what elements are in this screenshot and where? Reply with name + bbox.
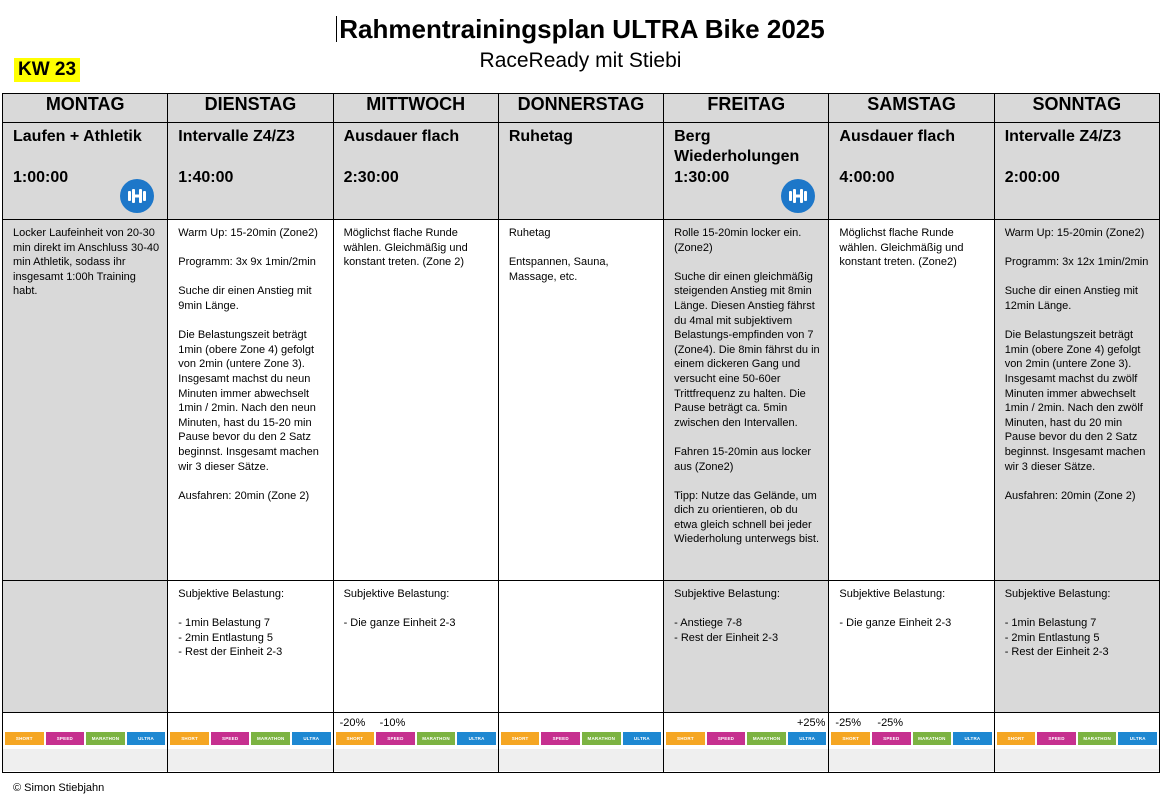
- percent-left: -25%: [835, 717, 862, 729]
- workout-cell-saturday: [829, 123, 994, 220]
- category-ultra: ULTRA: [953, 732, 992, 745]
- workout-name: Ausdauer flach: [343, 128, 460, 145]
- subjective-text: Subjektive Belastung: - 1min Belastung 7 - 2min Entlastung 5 - Rest der Einheit 2-3: [178, 588, 285, 659]
- dumbbell-icon: [781, 179, 815, 213]
- workout-cell-thursday: [498, 123, 663, 220]
- category-speed: SPEED: [872, 732, 911, 745]
- category-bars: [5, 732, 165, 745]
- workout-duration: 1:40:00: [178, 169, 234, 186]
- description-cell-tuesday: [168, 220, 333, 581]
- workout-cell-wednesday: [333, 123, 498, 220]
- day-header-monday: MONTAG: [3, 94, 168, 123]
- description-cell-thursday: [498, 220, 663, 581]
- day-header-thursday: DONNERSTAG: [498, 94, 663, 123]
- category-cell-thursday: [498, 713, 663, 773]
- percent-left: -20%: [339, 717, 366, 729]
- category-short: SHORT: [336, 732, 375, 745]
- category-ultra: ULTRA: [788, 732, 827, 745]
- page-subtitle: RaceReady mit Stiebi: [479, 49, 682, 72]
- category-ultra: ULTRA: [457, 732, 496, 745]
- workout-duration: 4:00:00: [839, 169, 895, 186]
- category-speed: SPEED: [376, 732, 415, 745]
- category-cell-sunday: [994, 713, 1159, 773]
- category-speed: SPEED: [707, 732, 746, 745]
- subjective-text: [3, 581, 167, 587]
- description-text: Ruhetag Entspannen, Sauna, Massage, etc.: [508, 227, 609, 283]
- week-badge: KW 23: [14, 58, 80, 82]
- description-cell-friday: [664, 220, 829, 581]
- category-marathon: MARATHON: [913, 732, 952, 745]
- description-text: Warm Up: 15-20min (Zone2) Programm: 3x 9x 1min/2min Suche dir einen Anstieg mit 9min Länge. Die Belastungszeit beträgt 1min (obere Zone 4) gefolgt von 2min (untere Zone 3). Insgesamt machst du neun Minuten immer abwechselt 1min / 2min. Nach den neun Minuten, hast du 15-20 min Pause bevor du den 2 Satz beginnst. Insgesamt machen wir 3 dieser Sätze. Ausfahren: 20min (Zone 2): [178, 227, 319, 502]
- category-cell-tuesday: [168, 713, 333, 773]
- category-marathon: MARATHON: [86, 732, 125, 745]
- workout-name: Intervalle Z4/Z3: [178, 128, 295, 145]
- day-header-wednesday: MITTWOCH: [333, 94, 498, 123]
- day-header-tuesday: DIENSTAG: [168, 94, 333, 123]
- category-marathon: MARATHON: [1078, 732, 1117, 745]
- subjective-cell-thursday: [498, 581, 663, 713]
- subjective-row: [3, 581, 1160, 713]
- description-cell-sunday: [994, 220, 1159, 581]
- category-speed: SPEED: [46, 732, 85, 745]
- workout-name: Intervalle Z4/Z3: [1004, 128, 1122, 145]
- subjective-text: [499, 581, 663, 587]
- workout-name: Laufen + Athletik: [13, 128, 142, 145]
- workout-name: Berg Wiederholungen: [674, 128, 800, 165]
- category-speed: SPEED: [1037, 732, 1076, 745]
- bottom-strip: [168, 749, 332, 771]
- description-cell-wednesday: [333, 220, 498, 581]
- category-cell-saturday: [829, 713, 994, 773]
- category-marathon: MARATHON: [251, 732, 290, 745]
- bottom-strip: [334, 749, 498, 771]
- workout-duration: 2:00:00: [1004, 169, 1060, 186]
- category-marathon: MARATHON: [417, 732, 456, 745]
- description-text: Rolle 15-20min locker ein. (Zone2) Suche dir einen gleichmäßig steigenden Anstieg mit 8min Länge. Diesen Anstieg fährst du 4mal mit subjektivem Belastungs-empfinden von 7 (Zone4). Die 8min fährst du in einem dickeren Gang und versucht eine 50-60er Trittfrequenz zu halten. Die Pause beträgt ca. 5min zwischen den Intervallen. Fahren 15-20min aus locker aus (Zone2) Tipp: Nutze das Gelände, um dich zu orientieren, ob du etwa gleich schnell bei jeder Wiederholung unterwegs bist.: [674, 227, 820, 546]
- percent-right: -10%: [379, 717, 406, 729]
- subjective-cell-saturday: [829, 581, 994, 713]
- copyright: © Simon Stiebjahn: [13, 782, 105, 794]
- percent-right: -25%: [877, 717, 904, 729]
- bottom-strip: [499, 749, 663, 771]
- category-short: SHORT: [170, 732, 209, 745]
- bottom-strip: [829, 749, 993, 771]
- category-bars: [831, 732, 991, 745]
- day-header-sunday: SONNTAG: [994, 94, 1159, 123]
- day-header-friday: FREITAG: [664, 94, 829, 123]
- category-speed: SPEED: [541, 732, 580, 745]
- category-short: SHORT: [501, 732, 540, 745]
- dumbbell-icon: [120, 179, 154, 213]
- subjective-text: Subjektive Belastung: - 1min Belastung 7 - 2min Entlastung 5 - Rest der Einheit 2-3: [1004, 588, 1111, 659]
- category-marathon: MARATHON: [747, 732, 786, 745]
- category-cell-friday: [664, 713, 829, 773]
- description-text: Möglichst flache Runde wählen. Gleichmäßig und konstant treten. (Zone2): [839, 227, 967, 269]
- text-cursor: [336, 16, 337, 42]
- workout-duration: 2:30:00: [343, 169, 399, 186]
- page-title: Rahmentrainingsplan ULTRA Bike 2025: [0, 14, 1161, 45]
- category-marathon: MARATHON: [582, 732, 621, 745]
- category-speed: SPEED: [211, 732, 250, 745]
- subjective-text: Subjektive Belastung: - Die ganze Einheit 2-3: [343, 588, 456, 630]
- workout-cell-sunday: [994, 123, 1159, 220]
- workout-duration: 1:30:00: [674, 169, 730, 186]
- category-cell-wednesday: [333, 713, 498, 773]
- category-short: SHORT: [666, 732, 705, 745]
- description-text: Locker Laufeinheit von 20-30 min direkt im Anschluss 30-40 min Athletik, sodass ihr insgesamt 1:00h Training habt.: [13, 227, 163, 298]
- bottom-strip: [995, 749, 1159, 771]
- category-short: SHORT: [997, 732, 1036, 745]
- day-header-row: [3, 94, 1160, 123]
- category-cell-monday: [3, 713, 168, 773]
- bottom-strip: [664, 749, 828, 771]
- subjective-text: Subjektive Belastung: - Anstiege 7-8 - Rest der Einheit 2-3: [674, 588, 780, 644]
- category-ultra: ULTRA: [127, 732, 166, 745]
- category-bars: [997, 732, 1157, 745]
- subjective-cell-wednesday: [333, 581, 498, 713]
- category-bars: [501, 732, 661, 745]
- workout-duration: 1:00:00: [13, 169, 69, 186]
- category-bars: [666, 732, 826, 745]
- description-text: Warm Up: 15-20min (Zone2) Programm: 3x 12x 1min/2min Suche dir einen Anstieg mit 12min Länge. Die Belastungszeit beträgt 1min (obere Zone 4) gefolgt von 2min (untere Zone 3). Insgesamt machst du zwölf Minuten immer abwechselt 1min / 2min. Nach den zwölf Minuten, hast du 20 min Pause bevor du den 2 Satz beginnst. Insgesamt machen wir 3 dieser Sätze. Ausfahren: 20min (Zone 2): [1004, 227, 1149, 502]
- category-ultra: ULTRA: [1118, 732, 1157, 745]
- workout-name: Ausdauer flach: [839, 128, 955, 145]
- category-ultra: ULTRA: [623, 732, 662, 745]
- category-short: SHORT: [831, 732, 870, 745]
- workout-row: [3, 123, 1160, 220]
- workout-cell-tuesday: [168, 123, 333, 220]
- subjective-cell-monday: [3, 581, 168, 713]
- description-cell-monday: [3, 220, 168, 581]
- subjective-cell-tuesday: [168, 581, 333, 713]
- subjective-cell-sunday: [994, 581, 1159, 713]
- category-short: SHORT: [5, 732, 44, 745]
- description-cell-saturday: [829, 220, 994, 581]
- description-row: [3, 220, 1160, 581]
- bottom-strip: [3, 749, 167, 771]
- subjective-cell-friday: [664, 581, 829, 713]
- subjective-text: Subjektive Belastung: - Die ganze Einheit 2-3: [839, 588, 952, 630]
- category-bars: [336, 732, 496, 745]
- workout-cell-monday: [3, 123, 168, 220]
- description-text: Möglichst flache Runde wählen. Gleichmäßig und konstant treten. (Zone 2): [343, 227, 471, 269]
- category-ultra: ULTRA: [292, 732, 331, 745]
- category-row: [3, 713, 1160, 773]
- day-header-saturday: SAMSTAG: [829, 94, 994, 123]
- workout-name: Ruhetag: [508, 128, 573, 145]
- workout-cell-friday: [664, 123, 829, 220]
- percent-right: +25%: [796, 717, 826, 729]
- training-plan-table: [2, 93, 1160, 773]
- category-bars: [170, 732, 330, 745]
